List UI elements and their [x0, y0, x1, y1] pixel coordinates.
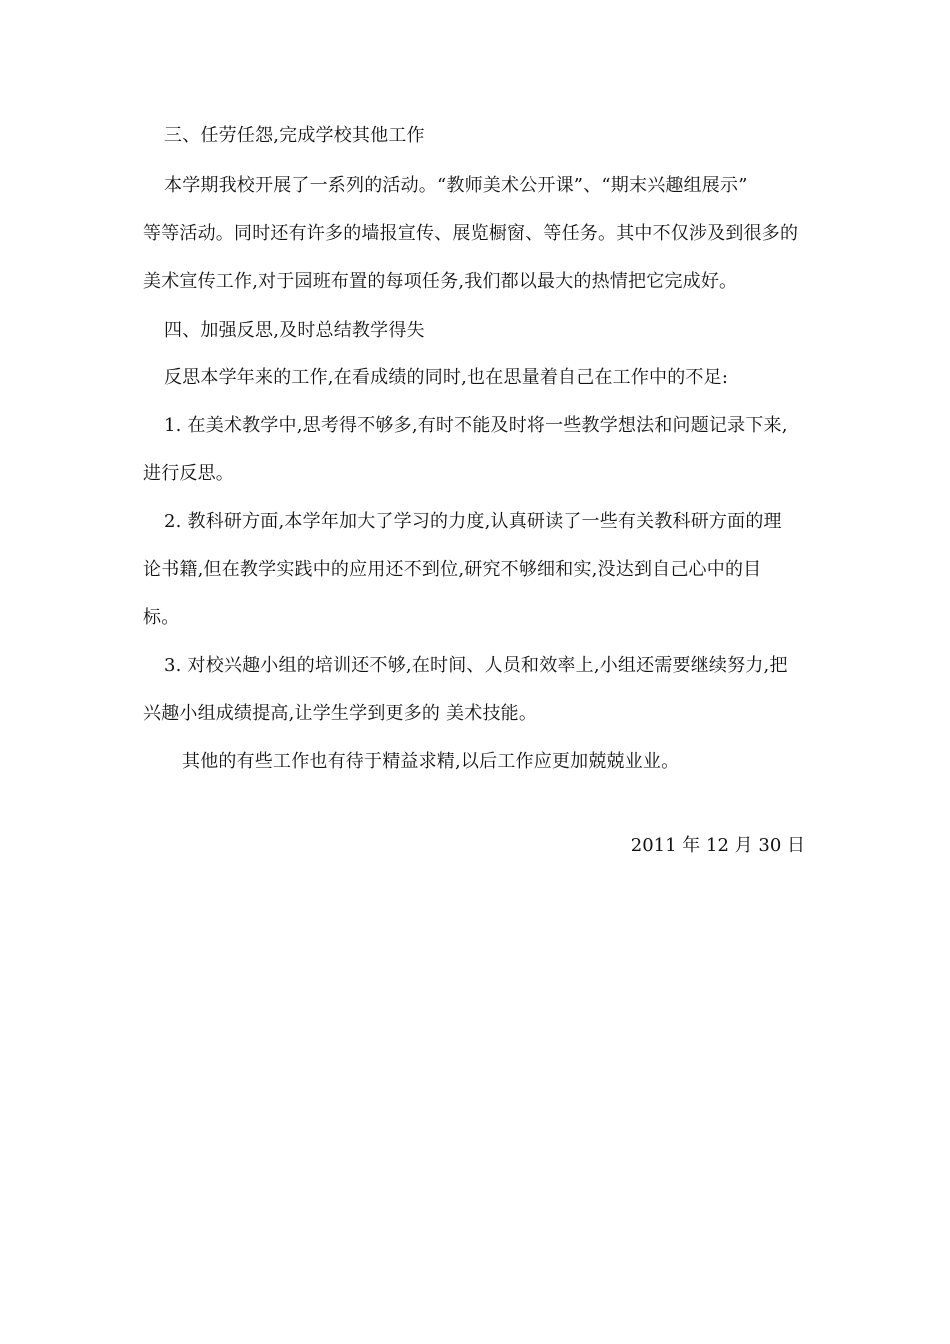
item1-line-2: 进行反思。 — [143, 463, 234, 484]
item3-line-2: 兴趣小组成绩提高,让学生学到更多的 美术技能。 — [143, 703, 538, 724]
closing-line: 其他的有些工作也有待于精益求精,以后工作应更加兢兢业业。 — [182, 751, 680, 772]
section4-heading: 四、加强反思,及时总结教学得失 — [164, 320, 425, 341]
item2-line-1: 2. 教科研方面,本学年加大了学习的力度,认真研读了一些有关教科研方面的理 — [164, 511, 782, 532]
section3-heading: 三、任劳任怨,完成学校其他工作 — [164, 125, 425, 146]
section4-intro: 反思本学年来的工作,在看成绩的同时,也在思量着自己在工作中的不足: — [164, 367, 729, 388]
item2-line-3: 标。 — [143, 607, 180, 628]
item1-line-1: 1. 在美术教学中,思考得不够多,有时不能及时将一些教学想法和问题记录下来, — [164, 415, 788, 436]
document-date: 2011 年 12 月 30 日 — [630, 835, 805, 856]
item2-line-2: 论书籍,但在教学实践中的应用还不到位,研究不够细和实,没达到自己心中的目 — [143, 559, 762, 580]
section3-para-line-3: 美术宣传工作,对于园班布置的每项任务,我们都以最大的热情把它完成好。 — [143, 271, 738, 292]
section3-para-line-1: 本学期我校开展了一系列的活动。“教师美术公开课”、“期末兴趣组展示” — [164, 175, 748, 196]
section3-para-line-2: 等等活动。同时还有许多的墙报宣传、展览橱窗、等任务。其中不仅涉及到很多的 — [143, 223, 799, 244]
item3-line-1: 3. 对校兴趣小组的培训还不够,在时间、人员和效率上,小组还需要继续努力,把 — [164, 655, 788, 676]
